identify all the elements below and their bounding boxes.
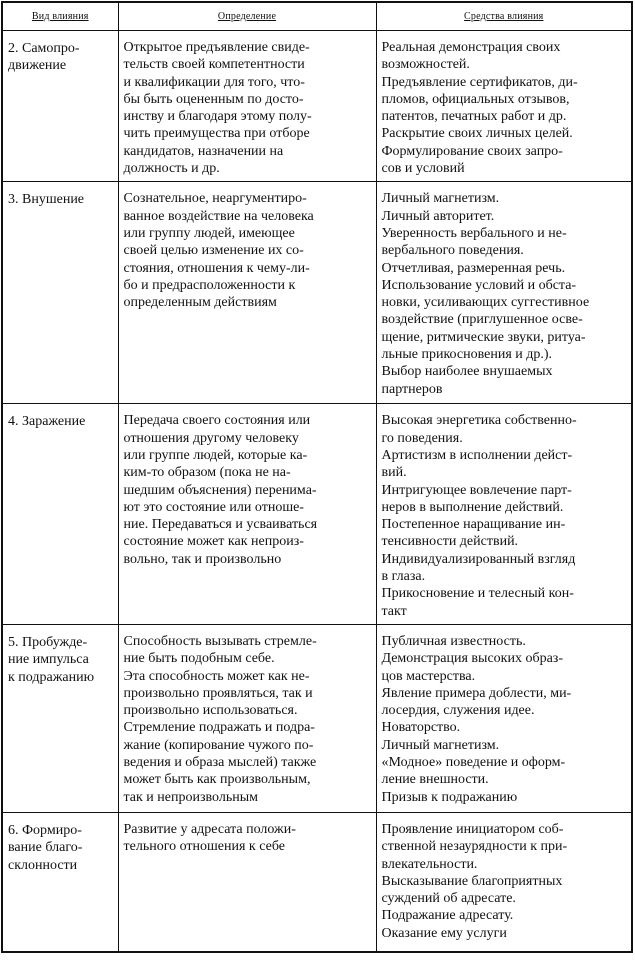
- definition-cell: [118, 31, 376, 182]
- text-line: инству и благодаря этому полу-: [123, 109, 312, 125]
- text-line: шедшим объяснения) перенима-: [123, 482, 317, 498]
- text-line: цов мастерства.: [381, 668, 476, 684]
- text-line: Использование условий и обста-: [381, 277, 577, 293]
- text-line: или группу людей, имеющее: [123, 225, 295, 241]
- text-line: Предъявление сертификатов, ди-: [381, 74, 578, 90]
- text-line: Проявление инициатором соб-: [381, 821, 564, 837]
- text-line: лосердия, служения идее.: [381, 703, 535, 719]
- text-line: произвольно проявляться, так и: [123, 685, 313, 701]
- text-line: ление внешности.: [381, 772, 489, 788]
- text-line: Способность вызывать стремле-: [123, 633, 317, 649]
- text-line: влекательности.: [381, 856, 478, 872]
- text-line: и квалификации для того, что-: [123, 74, 305, 90]
- text-line: или группе людей, которые ка-: [123, 447, 308, 463]
- text-line: Новаторство.: [381, 720, 461, 736]
- text-line: бо и предрасположенности к: [123, 277, 296, 293]
- text-line: отношения другому человеку: [123, 430, 299, 446]
- text-line: так и непроизвольным: [123, 789, 258, 805]
- text-line: Индивидуализированный взгляд: [381, 551, 576, 567]
- influence-table: [1, 1, 633, 953]
- table-row: [2, 182, 632, 404]
- text-line: 4. Заражение: [8, 414, 86, 430]
- text-line: 3. Внушение: [8, 192, 85, 208]
- text-line: Высокая энергетика собственно-: [381, 413, 577, 429]
- text-line: склонности: [8, 857, 78, 873]
- text-line: го поведения.: [381, 430, 463, 446]
- text-line: 5. Пробужде-: [8, 634, 88, 650]
- text-line: новки, усиливающих суггестивное: [381, 295, 590, 311]
- text-line: возможностей.: [381, 57, 470, 73]
- text-line: Отчетливая, размеренная речь.: [381, 260, 566, 276]
- text-line: Передача своего состояния или: [123, 413, 311, 429]
- text-line: Раскрытие своих личных целей.: [381, 126, 573, 142]
- table-row: [2, 624, 632, 812]
- text-line: Интригующее вовлечение парт-: [381, 482, 572, 498]
- text-line: Подражание адресату.: [381, 908, 514, 924]
- text-line: вание благо-: [8, 840, 83, 856]
- text-line: такт: [381, 603, 407, 619]
- text-line: чить преимущества при отборе: [123, 126, 310, 142]
- text-line: в глаза.: [381, 569, 426, 585]
- text-line: Призыв к подражанию: [381, 789, 518, 805]
- text-line: Уверенность вербального и не-: [381, 225, 567, 241]
- text-line: 6. Формиро-: [8, 822, 82, 838]
- text-line: воздействие (приглушенное осве-: [381, 312, 583, 328]
- text-line: Реальная демонстрация своих: [381, 40, 561, 55]
- text-line: тельного отношения к себе: [123, 839, 285, 855]
- text-line: кандидатов, назначении на: [123, 143, 284, 159]
- definition-cell: [118, 624, 376, 812]
- text-line: Личный магнетизм.: [381, 191, 500, 207]
- text-line: ванное воздействие на человека: [123, 208, 314, 224]
- text-line: вий.: [381, 465, 407, 481]
- header-means: Средства влияния: [376, 2, 632, 31]
- table-header-row: [2, 2, 632, 31]
- text-line: состояние может как непроиз-: [123, 534, 304, 550]
- means-cell: [376, 404, 632, 625]
- influence-type-cell: [2, 31, 118, 182]
- text-line: определенным действиям: [123, 295, 277, 311]
- influence-type-cell: [2, 404, 118, 625]
- text-line: Развитие у адресата положи-: [123, 821, 296, 837]
- header-definition: Определение: [118, 2, 376, 31]
- text-line: льные прикосновения и др.).: [381, 347, 553, 363]
- text-line: ственной незаурядности к при-: [381, 839, 568, 855]
- influence-type-cell: [2, 812, 118, 952]
- table-row: [2, 31, 632, 182]
- means-cell: [376, 624, 632, 812]
- text-line: стояния, отношения к чему-ли-: [123, 260, 310, 276]
- text-line: щение, ритмические звуки, ритуа-: [381, 329, 586, 345]
- text-line: ют это состояние или отноше-: [123, 499, 304, 515]
- definition-cell: [118, 182, 376, 404]
- text-line: Эта способность может как не-: [123, 668, 310, 684]
- text-line: суждений об адресате.: [381, 891, 516, 907]
- text-line: ние. Передаваться и усваиваться: [123, 517, 318, 533]
- text-line: Публичная известность.: [381, 633, 526, 649]
- text-line: Демонстрация высоких образ-: [381, 651, 563, 667]
- text-line: сов и условий: [381, 161, 465, 177]
- influence-type-cell: [2, 182, 118, 404]
- text-line: Оказание ему услуги: [381, 925, 507, 941]
- means-cell: [376, 812, 632, 952]
- text-line: пломов, официальных отзывов,: [381, 91, 570, 107]
- text-line: может быть как произвольным,: [123, 772, 311, 788]
- text-line: вольно, так и произвольно: [123, 551, 282, 567]
- means-cell: [376, 182, 632, 404]
- definition-cell: [118, 404, 376, 625]
- text-line: к подражанию: [8, 669, 95, 685]
- text-line: тельств своей компетентности: [123, 57, 305, 73]
- text-line: Личный авторитет.: [381, 208, 495, 224]
- text-line: Стремление подражать и подра-: [123, 720, 315, 736]
- text-line: неров в выполнение действий.: [381, 499, 564, 515]
- text-line: ким-то образом (пока не на-: [123, 465, 291, 481]
- header-influence-type: Вид влияния: [2, 2, 118, 31]
- table-row: [2, 812, 632, 952]
- text-line: должность и др.: [123, 161, 220, 177]
- text-line: партнеров: [381, 381, 443, 397]
- table-row: [2, 404, 632, 625]
- text-line: Высказывание благоприятных: [381, 873, 563, 889]
- text-line: Формулирование своих запро-: [381, 143, 563, 159]
- text-line: Артистизм в исполнении дейст-: [381, 447, 573, 463]
- text-line: Постепенное наращивание ин-: [381, 517, 566, 533]
- text-line: Прикосновение и телесный кон-: [381, 586, 574, 602]
- text-line: Открытое предъявление свиде-: [123, 40, 310, 55]
- text-line: Сознательное, неаргументиро-: [123, 191, 307, 207]
- influence-type-cell: [2, 624, 118, 812]
- text-line: своей целью изменение их со-: [123, 243, 304, 259]
- text-line: 2. Самопро-: [8, 41, 80, 56]
- text-line: движение: [8, 58, 67, 74]
- text-line: ведения и образа мыслей) также: [123, 755, 317, 771]
- text-line: тенсивности действий.: [381, 534, 519, 550]
- text-line: произвольно использоваться.: [123, 703, 298, 719]
- definition-cell: [118, 812, 376, 952]
- text-line: Явление примера доблести, ми-: [381, 685, 572, 701]
- means-cell: [376, 31, 632, 182]
- text-line: «Модное» поведение и оформ-: [381, 755, 566, 771]
- text-line: бы быть оцененным по досто-: [123, 91, 304, 107]
- text-line: вербального поведения.: [381, 243, 524, 259]
- text-line: патентов, печатных работ и др.: [381, 109, 567, 125]
- text-line: ние импульса: [8, 652, 89, 668]
- text-line: жание (копирование чужого по-: [123, 737, 314, 753]
- text-line: ние быть подобным себе.: [123, 651, 275, 667]
- text-line: Выбор наиболее внушаемых: [381, 364, 553, 380]
- text-line: Личный магнетизм.: [381, 737, 500, 753]
